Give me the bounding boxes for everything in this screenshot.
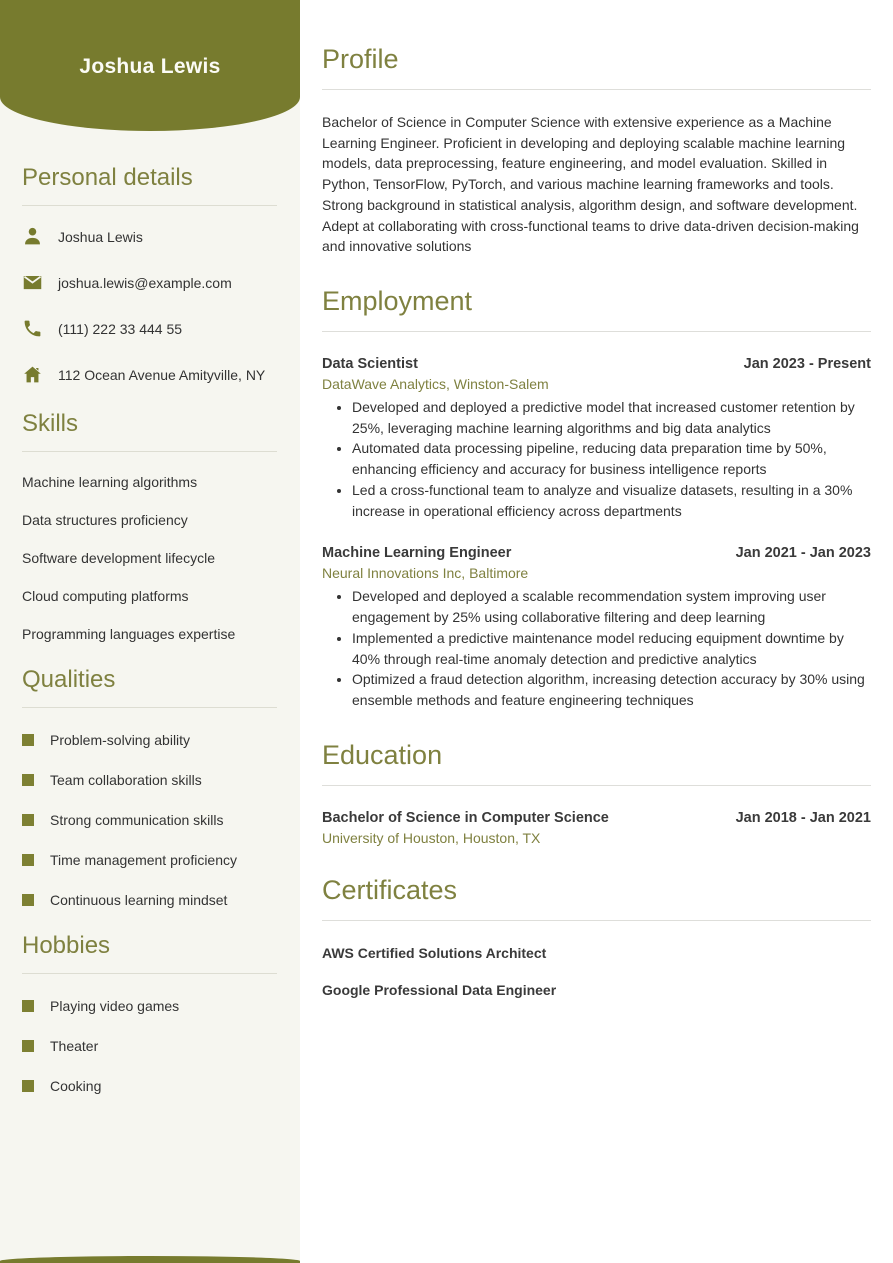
divider	[322, 89, 871, 90]
quality-label: Continuous learning mindset	[50, 892, 228, 908]
certificate-item: Google Professional Data Engineer	[322, 981, 557, 998]
quality-label: Team collaboration skills	[50, 772, 202, 788]
job-company: DataWave Analytics, Winston-Salem	[322, 376, 549, 393]
qualities-section	[0, 666, 300, 908]
profile-section	[322, 44, 871, 257]
square-bullet-icon	[22, 814, 34, 826]
job-entry	[322, 356, 871, 521]
job-bullet: • Led a cross-functional team to analyze and visualize datasets, resulting in a 30% increase in operational efficiency across departments	[352, 480, 871, 521]
divider	[322, 920, 871, 921]
home-icon	[22, 364, 43, 385]
job-dates: Jan 2021 - Jan 2023	[735, 545, 871, 562]
job-bullet-list	[322, 397, 871, 521]
skill-item: Cloud computing platforms	[22, 588, 189, 604]
contact-name-text: Joshua Lewis	[58, 229, 143, 245]
skill-item: Data structures proficiency	[22, 512, 188, 528]
qualities-list	[22, 732, 277, 908]
job-header	[322, 545, 871, 561]
education-heading: Education	[322, 739, 443, 770]
contact-email-text: joshua.lewis@example.com	[58, 275, 232, 291]
hobby-label: Theater	[50, 1038, 99, 1054]
job-bullet: • Automated data processing pipeline, reducing data preparation time by 50%, enhancing efficiency and accuracy for business intelligence reports	[352, 438, 871, 479]
job-bullet: • Implemented a predictive maintenance model reducing equipment downtime by 40% through real-time anomaly detection and predictive analytics	[352, 628, 871, 669]
qualities-heading: Qualities	[22, 666, 116, 693]
quality-item	[22, 732, 277, 748]
divider	[22, 707, 277, 708]
quality-item	[22, 772, 277, 788]
email-icon	[22, 272, 43, 293]
job-title: Machine Learning Engineer	[322, 545, 512, 562]
job-bullet: • Optimized a fraud detection algorithm, increasing detection accuracy by 30% using ensemble methods and feature engineering techniques	[352, 669, 871, 710]
sidebar	[0, 0, 300, 1263]
divider	[22, 973, 277, 974]
quality-item	[22, 812, 277, 828]
hobbies-list	[22, 998, 277, 1094]
employment-section	[322, 286, 871, 711]
sidebar-header	[0, 0, 300, 131]
contact-address-text: 112 Ocean Avenue Amityville, NY	[58, 367, 266, 383]
education-header	[322, 810, 871, 826]
personal-details-section	[0, 164, 300, 386]
school-name: University of Houston, Houston, TX	[322, 829, 541, 846]
main-content	[300, 0, 893, 1263]
personal-details-heading: Personal details	[22, 164, 193, 191]
quality-item	[22, 892, 277, 908]
education-section	[322, 740, 871, 846]
education-entry	[322, 810, 871, 846]
skills-list	[22, 474, 277, 642]
certificate-item: AWS Certified Solutions Architect	[322, 944, 547, 961]
skill-item: Software development lifecycle	[22, 550, 215, 566]
hobby-label: Playing video games	[50, 998, 180, 1014]
skill-item: Machine learning algorithms	[22, 474, 198, 490]
hobbies-heading: Hobbies	[22, 932, 111, 959]
skills-section	[0, 410, 300, 642]
certificates-list	[322, 945, 871, 998]
certificates-heading: Certificates	[322, 874, 458, 905]
job-company: Neural Innovations Inc, Baltimore	[322, 565, 529, 582]
square-bullet-icon	[22, 1040, 34, 1052]
job-entry	[322, 545, 871, 710]
square-bullet-icon	[22, 774, 34, 786]
divider	[22, 205, 277, 206]
job-header	[322, 356, 871, 372]
job-title: Data Scientist	[322, 356, 418, 373]
hobbies-section	[0, 932, 300, 1094]
person-icon	[22, 226, 43, 247]
hobby-item	[22, 998, 277, 1014]
job-bullet-list	[322, 586, 871, 710]
quality-label: Strong communication skills	[50, 812, 224, 828]
phone-icon	[22, 318, 43, 339]
quality-label: Problem-solving ability	[50, 732, 191, 748]
square-bullet-icon	[22, 734, 34, 746]
hobby-item	[22, 1038, 277, 1054]
contact-list	[22, 226, 277, 386]
sidebar-bottom-accent-bar	[0, 1256, 300, 1263]
contact-row-email	[22, 272, 277, 294]
degree-title: Bachelor of Science in Computer Science	[322, 809, 609, 826]
candidate-name: Joshua Lewis	[79, 55, 221, 78]
job-bullet: • Developed and deployed a predictive model that increased customer retention by 25%, leveraging machine learning algorithms and big data analytics	[352, 397, 871, 438]
job-dates: Jan 2023 - Present	[743, 356, 871, 373]
divider	[22, 451, 277, 452]
square-bullet-icon	[22, 1000, 34, 1012]
employment-heading: Employment	[322, 286, 473, 317]
quality-label: Time management proficiency	[50, 852, 238, 868]
skill-item: Programming languages expertise	[22, 626, 236, 642]
profile-summary: Bachelor of Science in Computer Science with extensive experience as a Machine Learning Engineer. Proficient in developing and deploying scalable machine learning models, data preprocessing, feature engineering, and model evaluation. Skilled in Python, TensorFlow, PyTorch, and various machine learning frameworks and tools. Strong background in statistical analysis, algorithm design, and software development. Adept at collaborating with cross-functional teams to drive data-driven decision-making and innovative solutions	[322, 114, 859, 255]
contact-row-phone	[22, 318, 277, 340]
divider	[322, 785, 871, 786]
square-bullet-icon	[22, 854, 34, 866]
contact-row-name	[22, 226, 277, 248]
contact-phone-text: (111) 222 33 444 55	[58, 321, 183, 337]
divider	[322, 331, 871, 332]
profile-heading: Profile	[322, 44, 399, 74]
certificates-section	[322, 875, 871, 998]
skills-heading: Skills	[22, 410, 79, 437]
quality-item	[22, 852, 277, 868]
square-bullet-icon	[22, 1080, 34, 1092]
job-bullet: • Developed and deployed a scalable recommendation system improving user engagement by 25% using collaborative filtering and deep learning	[352, 586, 871, 627]
hobby-item	[22, 1078, 277, 1094]
education-dates: Jan 2018 - Jan 2021	[735, 809, 871, 826]
square-bullet-icon	[22, 894, 34, 906]
contact-row-address	[22, 364, 277, 386]
hobby-label: Cooking	[50, 1078, 102, 1094]
